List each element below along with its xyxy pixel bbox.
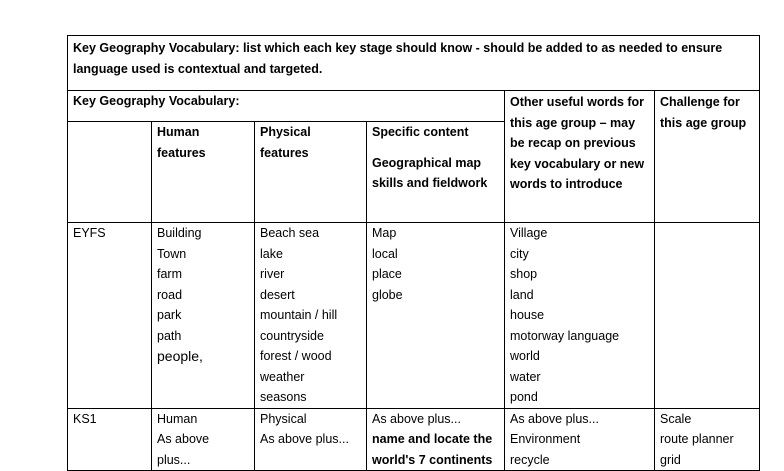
list-item: desert — [260, 287, 295, 302]
table-row-eyfs — [68, 223, 760, 409]
stage-label: EYFS — [68, 223, 152, 409]
list-item: lake — [260, 246, 283, 261]
list-item: grid — [660, 452, 681, 467]
list-item: farm — [157, 267, 182, 281]
list-item: As above — [157, 432, 210, 446]
list-item: As above plus... — [260, 432, 349, 446]
list-item: place — [372, 267, 402, 281]
challenge-list — [655, 408, 760, 471]
human-features-header: Human features — [152, 122, 255, 223]
list-item: mountain / hill — [260, 308, 338, 322]
specific-list — [367, 408, 505, 471]
table-row-ks1 — [68, 408, 760, 471]
human-list — [152, 223, 255, 409]
list-item: path — [157, 328, 182, 343]
challenge-list — [655, 223, 760, 409]
section-heading: Key Geography Vocabulary: — [68, 91, 505, 122]
stage-label: KS1 — [68, 408, 152, 471]
list-item: people, — [157, 348, 203, 364]
other-words-list — [505, 223, 655, 409]
list-item: motorway language — [510, 328, 620, 343]
list-item: weather — [260, 369, 305, 384]
specific-content-header — [367, 122, 505, 223]
physical-features-header: Physical features — [255, 122, 367, 223]
intro-text: Key Geography Vocabulary: list which each key stage should know - should be added to as needed to ensure language used is contextual and targeted. — [68, 36, 760, 91]
list-item: world — [510, 349, 540, 363]
challenge-header: Challenge for this age group — [655, 91, 760, 223]
list-item: pond — [510, 390, 538, 404]
list-item: city — [510, 246, 529, 261]
spacer — [372, 143, 499, 153]
list-item: Town — [157, 246, 187, 261]
specific-content-title: Specific content — [372, 125, 469, 139]
map-skills-subtitle: Geographical map skills and fieldwork — [372, 155, 488, 190]
list-item: forest / wood — [260, 349, 332, 363]
list-item: route planner — [660, 432, 734, 446]
list-item: name and locate the — [372, 432, 493, 446]
list-item: Environment — [510, 432, 581, 446]
other-words-list — [505, 408, 655, 471]
list-item: park — [157, 308, 182, 322]
list-item: As above plus... — [510, 411, 599, 426]
list-item: land — [510, 287, 534, 302]
list-item: Physical — [260, 411, 307, 426]
list-item: seasons — [260, 390, 307, 404]
list-item: Map — [372, 226, 397, 240]
list-item: globe — [372, 287, 403, 302]
list-item: plus... — [157, 452, 191, 467]
specific-list — [367, 223, 505, 409]
list-item: Village — [510, 226, 548, 240]
physical-list — [255, 223, 367, 409]
physical-list — [255, 408, 367, 471]
list-item: shop — [510, 267, 538, 281]
list-item: Scale — [660, 411, 692, 426]
list-item: Beach sea — [260, 226, 320, 240]
list-item: countryside — [260, 328, 324, 343]
list-item: Human — [157, 411, 198, 426]
list-item: house — [510, 308, 545, 322]
list-item: road — [157, 287, 183, 302]
human-list — [152, 408, 255, 471]
list-item: water — [510, 369, 541, 384]
list-item: recycle — [510, 452, 550, 467]
other-words-header: Other useful words for this age group – may be recap on previous key vocabulary or new words to introduce — [505, 91, 655, 223]
list-item: river — [260, 267, 285, 281]
list-item: As above plus... — [372, 411, 461, 426]
list-item: local — [372, 246, 398, 261]
list-item: Building — [157, 226, 202, 240]
list-item: world's 7 continents — [372, 452, 493, 467]
vocabulary-table — [67, 35, 760, 471]
stage-header-blank — [68, 122, 152, 223]
